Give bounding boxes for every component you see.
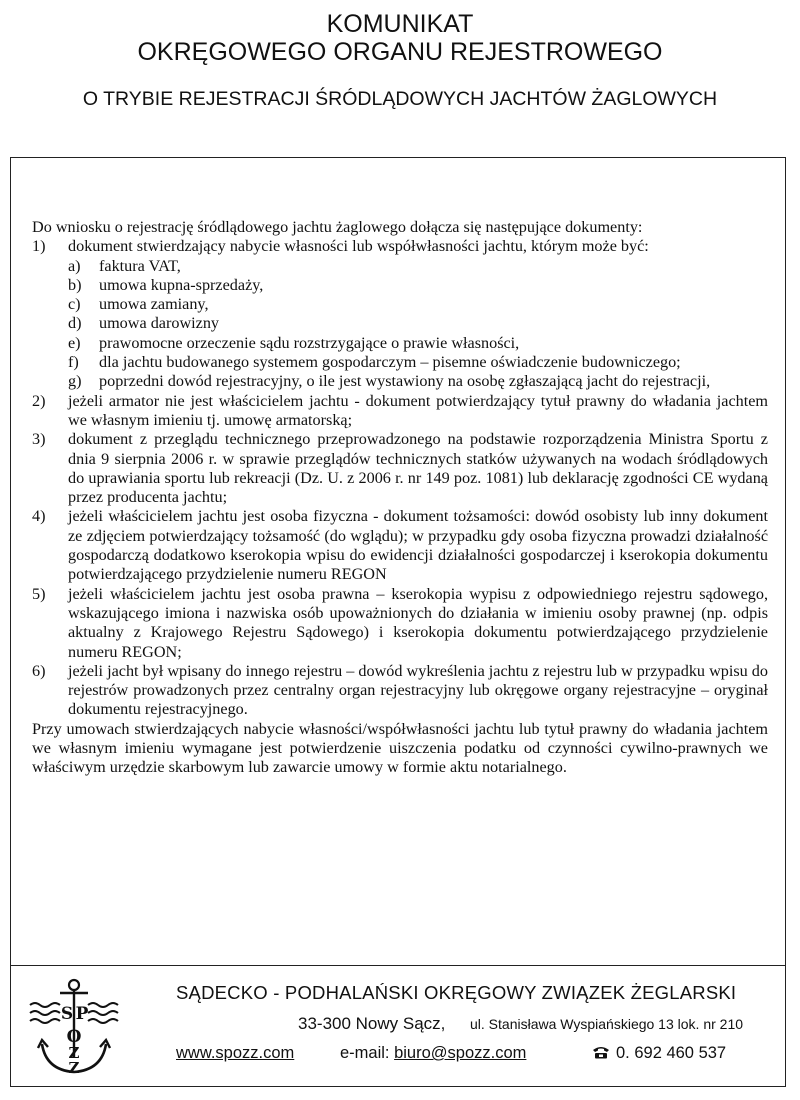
list-number: 4) [32,507,46,526]
logo-letter-z2: Z [68,1059,80,1077]
list-number: 2) [32,391,46,410]
list-item-text: dokument z przeglądu technicznego przeprowadzonego na podstawie rozporządzenia Ministra Sportu z dnia 9 sierpnia 2006 r. w sprawie przeglądów technicznych statków używanych na wodach śródlądowych do uprawiania sportu lub rekreacji (Dz. U. z 2006 r. nr 149 poz. 1081) lub deklarację zgodności CE wydaną przez producenta jachtu; [68,430,768,507]
title-line-1: KOMUNIKAT [326,10,474,38]
sublist-letter: d) [68,314,82,333]
phone-number: 0. 692 460 537 [616,1044,727,1062]
list-item-3 [32,430,768,507]
sublist-item-e [32,334,768,353]
logo-letter-p: P [75,1004,89,1024]
sublist-text: umowa zamiany, [99,295,209,314]
list-number: 5) [32,584,46,603]
logo-letter-z1: Z [68,1044,80,1062]
list-item-text: jeżeli właścicielem jachtu jest osoba prawna – kserokopia wypisu z odpowiedniego rejestru sądowego, wskazującego imiona i nazwiska osób upoważnionych do działania w imieniu osoby prawnej (np. odpis aktualny z Krajowego Rejestru Sądowego) i kserokopia dokumentu potwierdzającego przydzielenie numeru REGON; [68,584,768,661]
list-item-text: dokument stwierdzający nabycie własności lub współwłasności jachtu, którym może być: [68,237,649,256]
address-street: ul. Stanisława Wyspiańskiego 13 lok. nr 210 [470,1016,744,1032]
email-link[interactable]: biuro@spozz.com [394,1044,527,1062]
title-line-2: OKRĘGOWEGO ORGANU REJESTROWEGO [137,38,663,66]
sublist-text: poprzedni dowód rejestracyjny, o ile jest wystawiony na osobę zgłaszającą jacht do rejestracji, [99,372,711,391]
list-number: 6) [32,661,46,680]
sublist-letter: c) [68,295,81,314]
list-item-text: jeżeli jacht był wpisany do innego rejestru – dowód wykreślenia jachtu z rejestru lub w przypadku wpisu do rejestrów prowadzonych przez centralny organ rejestracyjny lub okręgowe organy rejestracyjne – oryginał dokumentu rejestracyjnego. [68,661,768,719]
list-item-2 [32,392,768,431]
list-item-4 [32,507,768,584]
sublist-text: umowa kupna-sprzedaży, [99,275,264,294]
sublist-letter: g) [68,372,82,391]
organization-name: SĄDECKO - PODHALAŃSKI OKRĘGOWY ZWIĄZEK ŻEGLARSKI [176,982,737,1003]
sublist-letter: a) [68,256,81,275]
telephone-icon [592,1045,610,1059]
logo-letter-o: O [66,1027,82,1047]
sublist-text: dla jachtu budowanego systemem gospodarczym – pisemne oświadczenie budowniczego; [99,353,681,372]
phone-line [592,1044,726,1063]
sublist-item-a [32,257,768,276]
sublist-text: umowa darowizny [99,314,220,333]
document-subtitle: O TRYBIE REJESTRACJI ŚRÓDLĄDOWYCH JACHTÓW ŻAGLOWYCH [82,88,718,110]
sublist-text: prawomocne orzeczenie sądu rozstrzygające o prawie własności, [99,333,520,352]
sublist-item-f [32,353,768,372]
sublist-letter: f) [68,353,79,372]
email-label: e-mail: [340,1044,395,1062]
list-number: 1) [32,237,46,256]
sublist-letter: e) [68,333,81,352]
sublist-item-b [32,276,768,295]
logo-letter-s: S [60,1004,74,1024]
website-link[interactable]: www.spozz.com [176,1044,295,1062]
spozz-logo [24,976,124,1082]
email-line [340,1044,526,1063]
list-item-5 [32,585,768,662]
address-city: 33-300 Nowy Sącz, [298,1014,446,1033]
sublist-item-d [32,314,768,333]
sublist-text: faktura VAT, [99,256,181,275]
intro-paragraph: Do wniosku o rejestrację śródlądowego jachtu żaglowego dołącza się następujące dokumenty: [32,218,643,236]
document-body [32,218,768,778]
list-item-text: jeżeli właścicielem jachtu jest osoba fizyczna - dokument tożsamości: dowód osobisty lub inny dokument ze zdjęciem potwierdzający tożsamość (do wglądu); w przypadku gdy osoba fizyczna prowadzi działalność gospodarczą dodatkowo kserokopia wpisu do ewidencji działalności gospodarczej i kserokopia dokumentu potwierdzającego przydzielenie numeru REGON [68,507,768,584]
sublist-ownership-documents [32,257,768,392]
list-item-1 [32,237,768,256]
list-item-6 [32,662,768,720]
list-number: 3) [32,430,46,449]
sublist-item-g [32,372,768,391]
closing-paragraph: Przy umowach stwierdzających nabycie własności/współwłasności jachtu lub tytuł prawny do władania jachtem we własnym imieniu wymagane jest potwierdzenie uiszczenia podatku od czynności cywilno-prawnych we właściwym urzędzie skarbowym lub zawarcie umowy w formie aktu notarialnego. [32,719,768,777]
sublist-item-c [32,295,768,314]
list-item-text: jeżeli armator nie jest właścicielem jachtu - dokument potwierdzający tytuł prawny do władania jachtem we własnym imieniu tj. umowę armatorską; [68,391,768,429]
sublist-letter: b) [68,275,82,294]
footer [0,966,800,1086]
